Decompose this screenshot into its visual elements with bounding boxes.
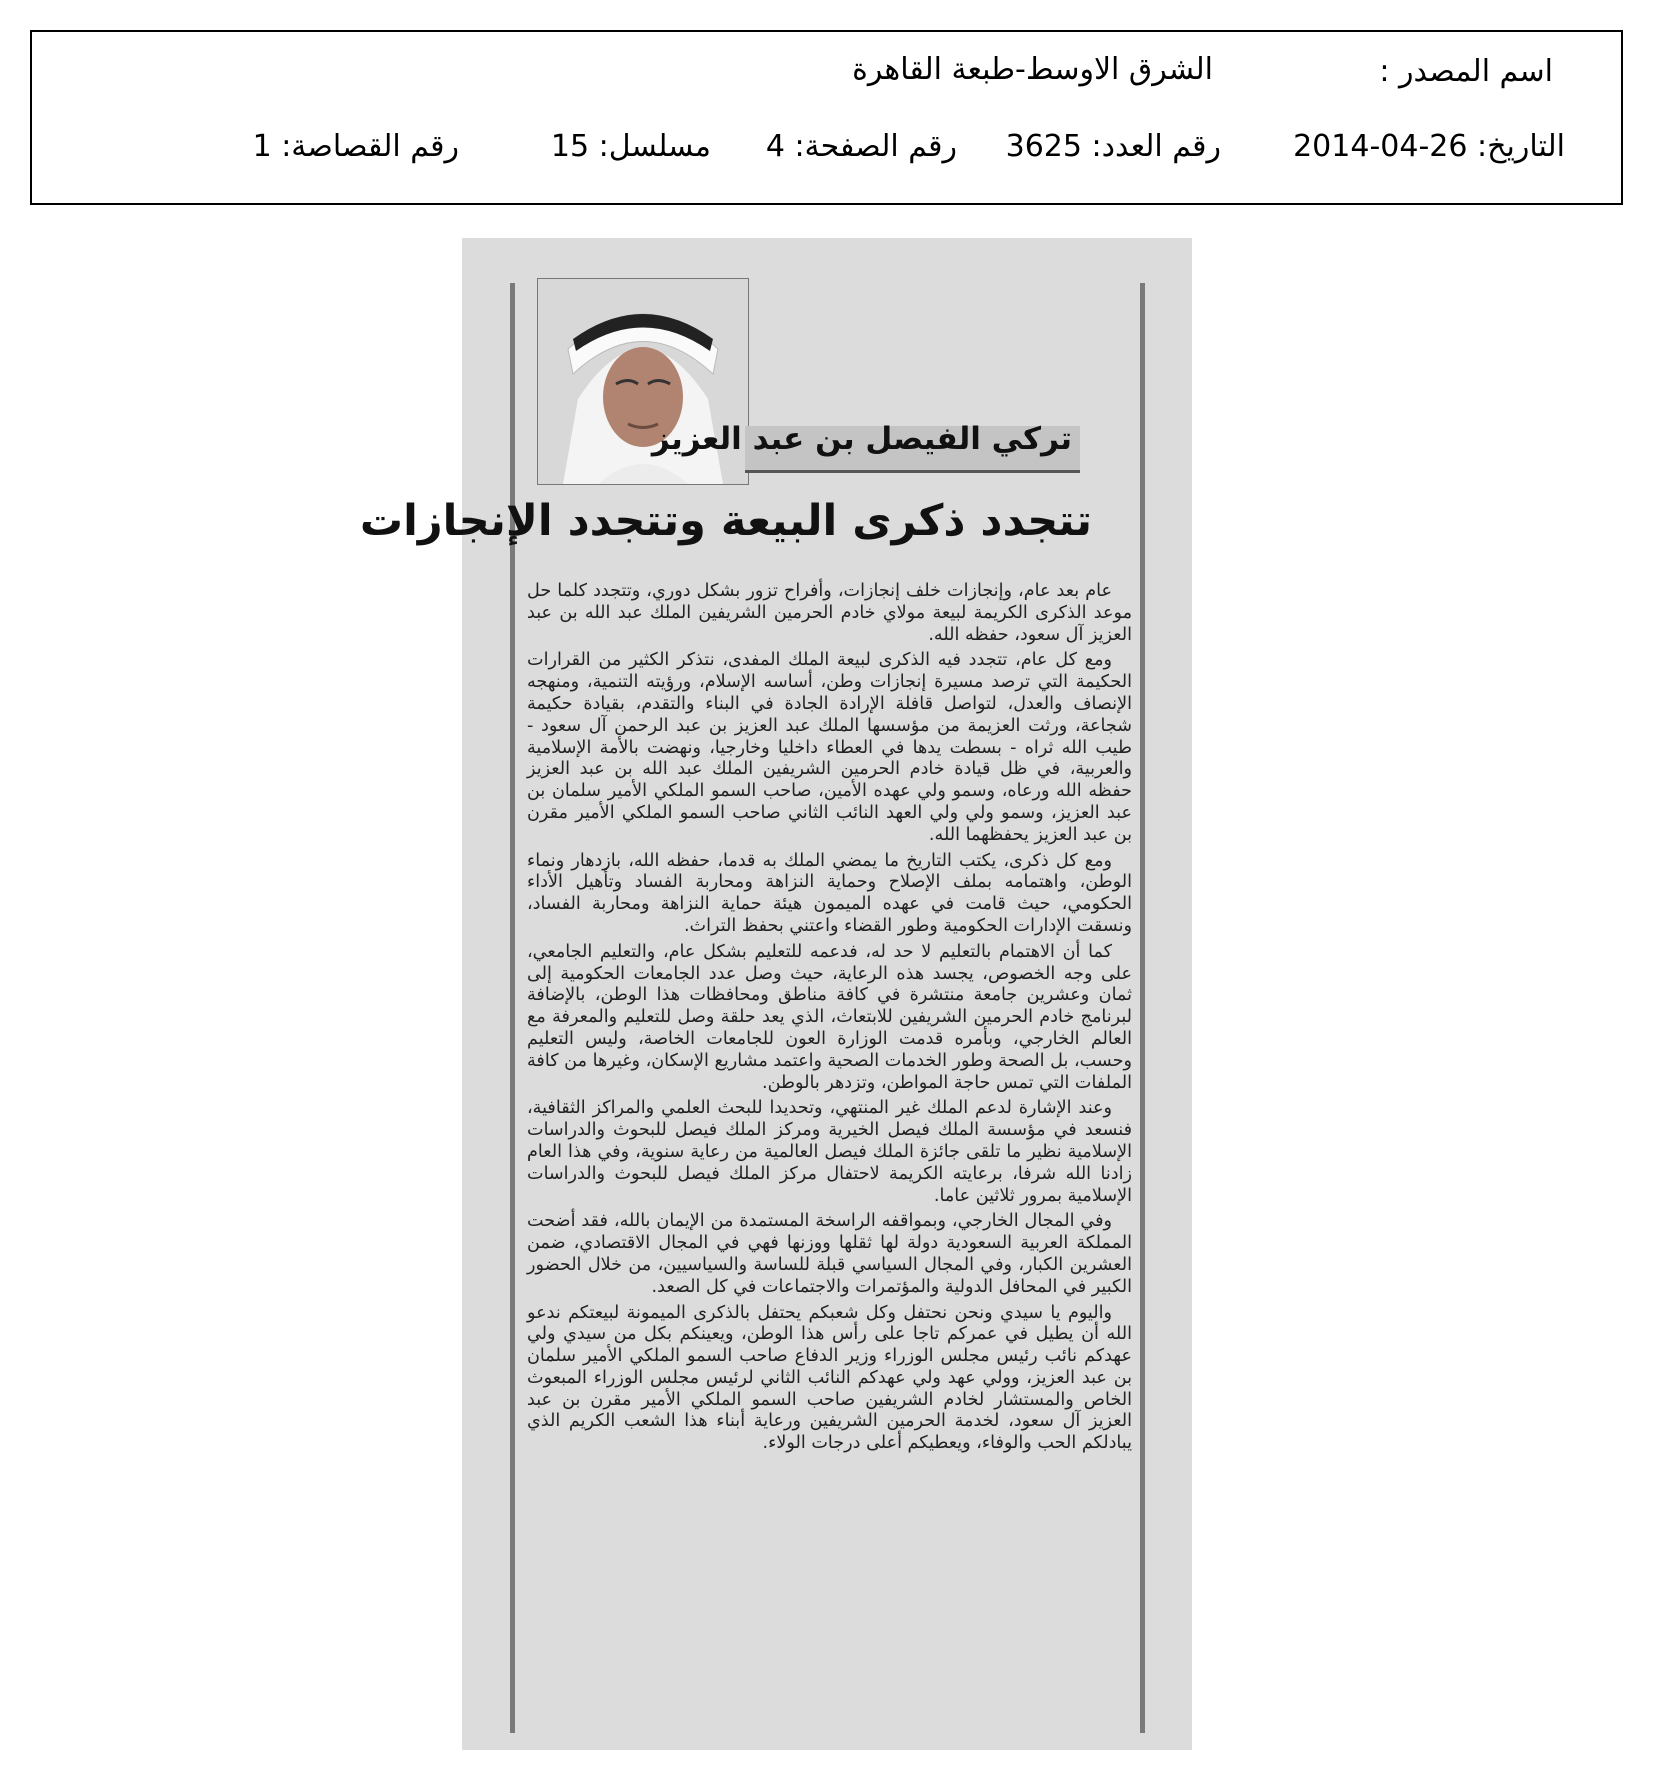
source-value: الشرق الاوسط-طبعة القاهرة [852,52,1213,87]
paragraph: كما أن الاهتمام بالتعليم لا حد له، فدعمه للتعليم بشكل عام، والتعليم الجامعي، على وجه الخصوص، يجسد هذه الرعاية، حيث وصل عدد الجامعات الحكومية إلى ثمان وعشرين جامعة منتشرة في كافة مناطق ومحافظات هذا الوطن، بالإضافة لبرنامج خادم الحرمين الشريفين للابتعاث، الذي يعد حلقة وصل للتعليم والمعرفة مع العالم الخارجي، وبأمره قدمت الوزارة العون للجامعات الخاصة، وليس التعليم وحسب، بل الصحة وطور الخدمات الصحية واعتمد مشاريع الإسكان، وغيرها من كافة الملفات التي تمس حاجة المواطن، وتزدهر بالوطن. [527,941,1132,1093]
clip-number-field: رقم القصاصة: 1 [252,129,459,164]
source-label: اسم المصدر : [1379,54,1553,89]
author-name: تركي الفيصل بن عبد العزيز [651,421,1072,457]
paragraph: عام بعد عام، وإنجازات خلف إنجازات، وأفراح تزور بشكل دوري، وتتجدد كلما حل موعد الذكرى الكريمة لبيعة مولاي خادم الحرمين الشريفين الملك عبد الله بن عبد العزيز آل سعود، حفظه الله. [527,581,1132,645]
column-rule-right [1140,283,1145,1733]
article-body [527,581,1132,1721]
serial-field: مسلسل: 15 [550,129,711,164]
page-field: رقم الصفحة: 4 [765,129,957,164]
article-headline: تتجدد ذكرى البيعة وتتجدد الإنجازات [359,496,1092,546]
newspaper-clipping [359,238,1192,1750]
paragraph: واليوم يا سيدي ونحن نحتفل وكل شعبكم يحتفل بالذكرى الميمونة لبيعتكم ندعو الله أن يطيل في عمركم تاجا على رأس هذا الوطن، ويعينكم بكل من سيدي ولي عهدكم نائب رئيس مجلس الوزراء وزير الدفاع صاحب السمو الملكي الأمير سلمان بن عبد العزيز، وولي عهد ولي عهدكم النائب الثاني لرئيس مجلس الوزراء المبعوث الخاص والمستشار لخادم الشريفين صاحب السمو الملكي الأمير مقرن بن عبد العزيز آل سعود، لخدمة الحرمين الشريفين ورعاية أبناء هذا الشعب الكريم الذي يبادلكم الحب والوفاء، ويعطيكم أعلى درجات الولاء. [527,1302,1132,1454]
date-field: التاريخ: 26-04-2014 [1293,129,1565,164]
clipping-header [30,30,1623,205]
issue-field: رقم العدد: 3625 [1005,129,1221,164]
paragraph: ومع كل ذكرى، يكتب التاريخ ما يمضي الملك به قدما، حفظه الله، بازدهار ونماء الوطن، واهتمامه بملف الإصلاح وحماية النزاهة ومحاربة الفساد وتأهيل الأداء الحكومي، حيث قامت في عهده الميمون هيئة حماية النزاهة ومحاربة الفساد، ونسقت الإدارات الحكومية وطور القضاء واعتني بحفظ التراث. [527,850,1132,936]
paragraph: ومع كل عام، تتجدد فيه الذكرى لبيعة الملك المفدى، نتذكر الكثير من القرارات الحكيمة التي ترصد مسيرة إنجازات وطن، أساسه الإسلام، ورؤيته التنمية، ومنهجه الإنصاف والعدل، لتواصل قافلة الإرادة الجادة في البناء والتقدم، بقيادة حكيمة شجاعة، ورثت العزيمة من مؤسسها الملك عبد العزيز بن عبد الرحمن آل سعود - طيب الله ثراه - بسطت يدها في العطاء داخليا وخارجيا، ونهضت بالأمة الإسلامية والعربية، في ظل قيادة خادم الحرمين الشريفين الملك عبد الله بن عبد العزيز حفظه الله ورعاه، وسمو ولي عهده الأمين، صاحب السمو الملكي الأمير سلمان بن عبد العزيز، وسمو ولي ولي العهد النائب الثاني صاحب السمو الملكي الأمير مقرن بن عبد العزيز يحفظهما الله. [527,650,1132,845]
paragraph: وفي المجال الخارجي، وبمواقفه الراسخة المستمدة من الإيمان بالله، فقد أضحت المملكة العربية السعودية دولة لها ثقلها ووزنها فهي في المجال الاقتصادي، ضمن العشرين الكبار، وفي المجال السياسي قبلة للساسة والسياسيين، من خلال الحضور الكبير في المحافل الدولية والمؤتمرات والاجتماعات في كل الصعد. [527,1211,1132,1297]
paragraph: وعند الإشارة لدعم الملك غير المنتهي، وتحديدا للبحث العلمي والمراكز الثقافية، فنسعد في مؤسسة الملك فيصل الخيرية ومركز الملك فيصل للبحوث والدراسات الإسلامية نظير ما تلقى جائزة الملك فيصل العالمية من رعاية سنوية، وفي هذا العام زادنا الله شرفا، برعايته الكريمة لاحتفال مركز الملك فيصل للبحوث والدراسات الإسلامية بمرور ثلاثين عاما. [527,1098,1132,1206]
